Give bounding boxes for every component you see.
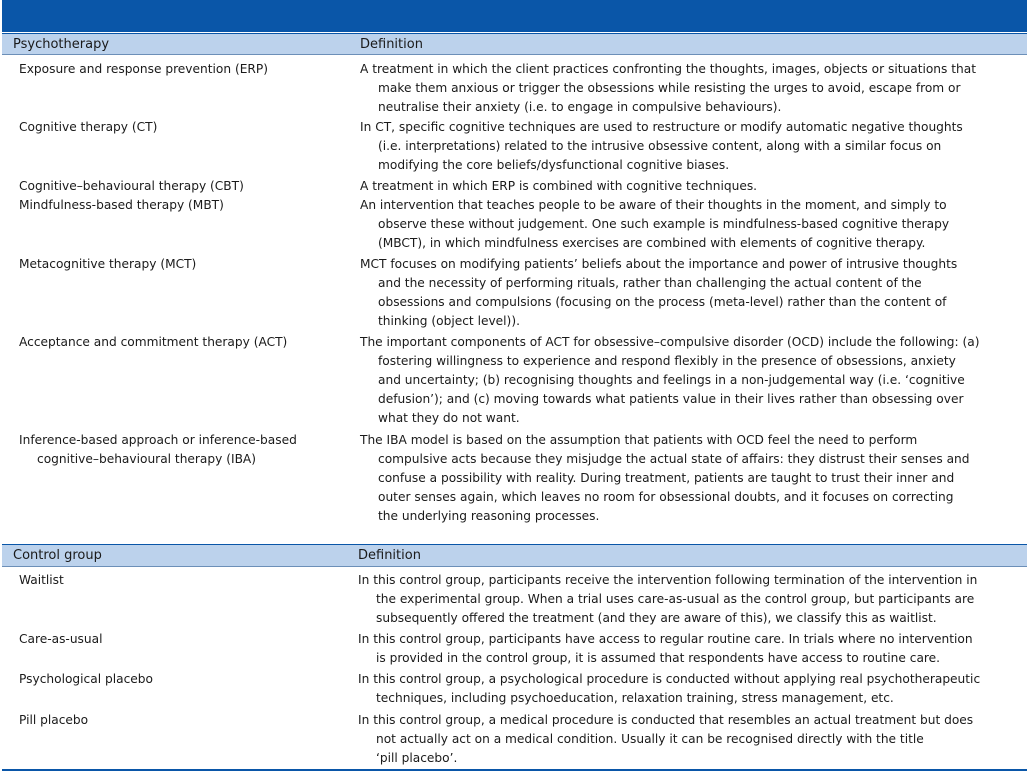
definition-line: The important components of ACT for obsessive–compulsive disorder (OCD) include the following: (a) bbox=[360, 335, 980, 349]
definition-line: the underlying reasoning processes. bbox=[378, 509, 600, 523]
row-term bbox=[19, 670, 153, 689]
row-term bbox=[19, 118, 157, 137]
term-line: Inference-based approach or inference-based bbox=[19, 433, 297, 447]
definition-column-header: Definition bbox=[360, 37, 423, 52]
row-term bbox=[19, 196, 224, 215]
table-bottom-rule bbox=[2, 769, 1027, 771]
control-group-header-row bbox=[2, 544, 1027, 567]
definition-line: fostering willingness to experience and respond flexibly in the presence of obsessions, anxiety bbox=[378, 354, 956, 368]
definition-line: An intervention that teaches people to be aware of their thoughts in the moment, and simply to bbox=[360, 198, 947, 212]
row-term bbox=[19, 630, 103, 649]
definition-line: (MBCT), in which mindfulness exercises are combined with elements of cognitive therapy. bbox=[378, 236, 926, 250]
definition-line: (i.e. interpretations) related to the intrusive obsessive content, along with a similar focus on bbox=[378, 139, 942, 153]
definition-line: In this control group, a psychological procedure is conducted without applying real psychotherapeutic bbox=[358, 672, 981, 686]
row-definition bbox=[360, 177, 757, 196]
definition-line: and the necessity of performing rituals, rather than challenging the actual content of the bbox=[378, 276, 922, 290]
row-definition bbox=[358, 571, 977, 628]
definition-line: A treatment in which ERP is combined with cognitive techniques. bbox=[360, 179, 758, 193]
definition-line: is provided in the control group, it is assumed that respondents have access to routine care. bbox=[376, 651, 941, 665]
row-definition bbox=[358, 630, 973, 668]
definition-line: The IBA model is based on the assumption that patients with OCD feel the need to perform bbox=[360, 433, 918, 447]
term-line: Cognitive–behavioural therapy (CBT) bbox=[19, 179, 244, 193]
definition-line: In this control group, a medical procedure is conducted that resembles an actual treatment but does bbox=[358, 713, 974, 727]
term-line: Exposure and response prevention (ERP) bbox=[19, 62, 268, 76]
definition-line: modifying the core beliefs/dysfunctional cognitive biases. bbox=[378, 158, 730, 172]
definition-line: techniques, including psychoeducation, relaxation training, stress management, etc. bbox=[376, 691, 894, 705]
term-line: Cognitive therapy (CT) bbox=[19, 120, 158, 134]
row-definition bbox=[360, 333, 980, 428]
definition-line: compulsive acts because they misjudge the actual state of affairs: they distrust their senses and bbox=[378, 452, 970, 466]
definition-column-header: Definition bbox=[358, 548, 421, 563]
row-definition bbox=[360, 255, 957, 331]
definition-line: not actually act on a medical condition. Usually it can be recognised directly with the title bbox=[376, 732, 924, 746]
term-line: Mindfulness-based therapy (MBT) bbox=[19, 198, 224, 212]
row-definition bbox=[358, 711, 973, 768]
row-definition bbox=[360, 196, 949, 253]
definition-line: neutralise their anxiety (i.e. to engage in compulsive behaviours). bbox=[378, 100, 782, 114]
definition-line: and uncertainty; (b) recognising thoughts and feelings in a non-judgemental way (i.e. ‘cognitive bbox=[378, 373, 965, 387]
definition-line: obsessions and compulsions (focusing on the process (meta-level) rather than the content of bbox=[378, 295, 947, 309]
term-line: Care-as-usual bbox=[19, 632, 103, 646]
row-term bbox=[19, 177, 244, 196]
psychotherapy-header-row bbox=[2, 33, 1027, 55]
definition-line: thinking (object level)). bbox=[378, 314, 520, 328]
definition-line: outer senses again, which leaves no room for obsessional doubts, and it focuses on correcting bbox=[378, 490, 954, 504]
row-definition bbox=[360, 118, 963, 175]
term-line: Pill placebo bbox=[19, 713, 89, 727]
definition-line: A treatment in which the client practices confronting the thoughts, images, objects or situations that bbox=[360, 62, 977, 76]
row-definition bbox=[360, 431, 970, 526]
definition-line: observe these without judgement. One such example is mindfulness-based cognitive therapy bbox=[378, 217, 950, 231]
definition-line: the experimental group. When a trial uses care-as-usual as the control group, but participants are bbox=[376, 592, 975, 606]
row-term bbox=[19, 711, 88, 730]
row-definition bbox=[360, 60, 976, 117]
definition-line: In CT, specific cognitive techniques are used to restructure or modify automatic negative thoughts bbox=[360, 120, 963, 134]
definition-line: subsequently offered the treatment (and they are aware of this), we classify this as waitlist. bbox=[376, 611, 937, 625]
definition-line: confuse a possibility with reality. During treatment, patients are taught to trust their inner and bbox=[378, 471, 955, 485]
control-group-column-header: Control group bbox=[13, 548, 102, 563]
row-definition bbox=[358, 670, 980, 708]
term-line: Acceptance and commitment therapy (ACT) bbox=[19, 335, 288, 349]
term-line: Metacognitive therapy (MCT) bbox=[19, 257, 197, 271]
term-line: Psychological placebo bbox=[19, 672, 153, 686]
definition-line: defusion’); and (c) moving towards what patients value in their lives rather than obsessing over bbox=[378, 392, 964, 406]
row-term bbox=[19, 255, 196, 274]
table-title-bar bbox=[2, 0, 1027, 32]
definition-line: what they do not want. bbox=[378, 411, 520, 425]
row-term bbox=[19, 571, 64, 590]
row-term bbox=[19, 60, 268, 79]
definition-line: In this control group, participants have access to regular routine care. In trials where no intervention bbox=[358, 632, 973, 646]
definition-line: make them anxious or trigger the obsessions while resisting the urges to avoid, escape from or bbox=[378, 81, 961, 95]
term-line: cognitive–behavioural therapy (IBA) bbox=[37, 452, 257, 466]
row-term bbox=[19, 431, 297, 469]
psychotherapy-column-header: Psychotherapy bbox=[13, 37, 110, 52]
definition-line: ‘pill placebo’. bbox=[376, 751, 458, 765]
definition-line: MCT focuses on modifying patients’ beliefs about the importance and power of intrusive thoughts bbox=[360, 257, 958, 271]
term-line: Waitlist bbox=[19, 573, 64, 587]
definition-line: In this control group, participants receive the intervention following termination of the intervention in bbox=[358, 573, 978, 587]
row-term bbox=[19, 333, 287, 352]
